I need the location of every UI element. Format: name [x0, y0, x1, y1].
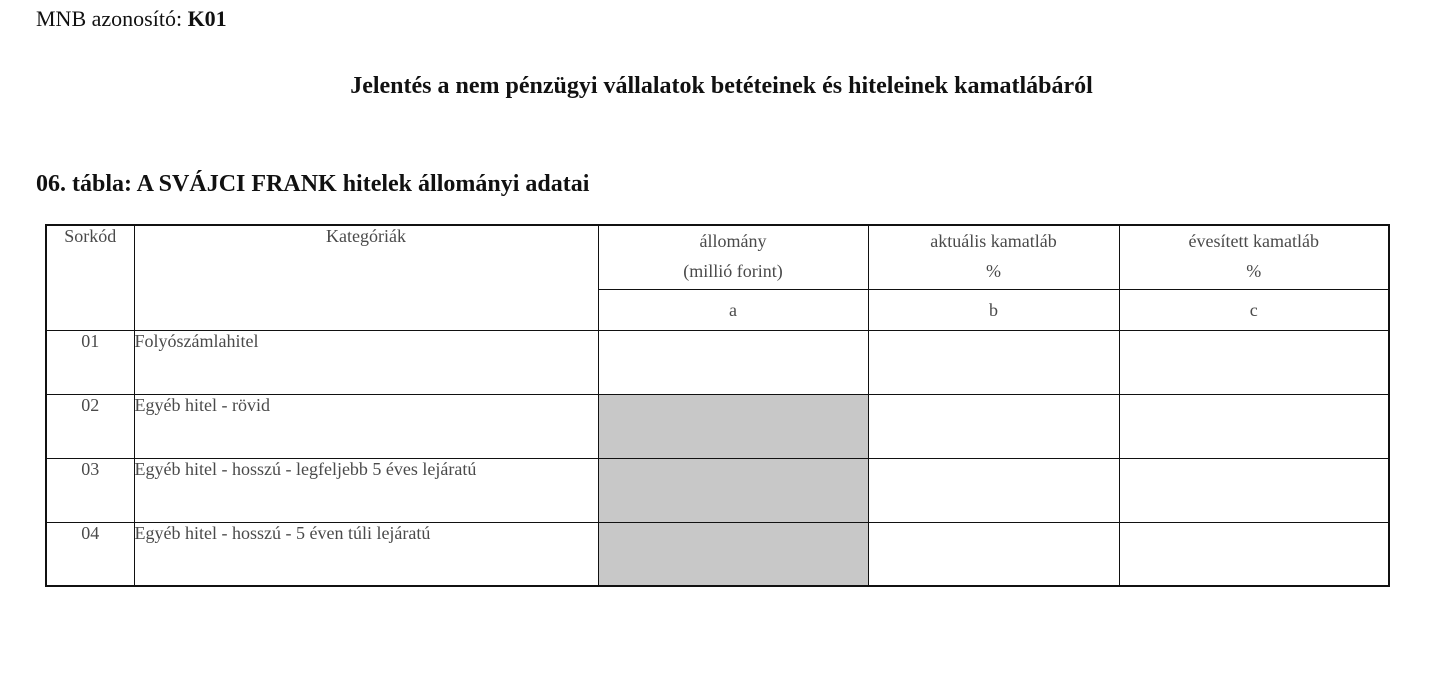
header-evesitett-kamatlab — [1119, 225, 1389, 289]
mnb-identifier — [36, 6, 227, 32]
row-category: Egyéb hitel - hosszú - legfeljebb 5 éves lejáratú — [134, 458, 598, 522]
table-row — [46, 522, 1389, 586]
header-sorkod: Sorkód — [46, 225, 134, 330]
cell-evesitett-kamatlab[interactable] — [1119, 330, 1389, 394]
cell-allomany-disabled — [598, 458, 868, 522]
table-row — [46, 394, 1389, 458]
header-aktualis-line2: % — [986, 261, 1001, 281]
header-evesitett-line2: % — [1246, 261, 1262, 281]
header-evesitett-line1: évesített kamatláb — [1188, 231, 1319, 251]
mnb-identifier-label: MNB azonosító: — [36, 6, 183, 31]
header-allomany — [598, 225, 868, 289]
loan-data-table — [45, 224, 1390, 587]
row-category: Folyószámlahitel — [134, 330, 598, 394]
row-code: 01 — [46, 330, 134, 394]
table-row — [46, 458, 1389, 522]
row-code: 04 — [46, 522, 134, 586]
cell-aktualis-kamatlab[interactable] — [868, 458, 1119, 522]
cell-evesitett-kamatlab[interactable] — [1119, 458, 1389, 522]
table-row — [46, 330, 1389, 394]
mnb-identifier-code: K01 — [187, 6, 227, 31]
report-title: Jelentés a nem pénzügyi vállalatok betéteinek és hiteleinek kamatlábáról — [350, 73, 1093, 99]
header-aktualis-kamatlab — [868, 225, 1119, 289]
header-allomany-line1: állomány — [699, 231, 767, 251]
column-letter-c: c — [1119, 289, 1389, 330]
cell-aktualis-kamatlab[interactable] — [868, 522, 1119, 586]
row-code: 02 — [46, 394, 134, 458]
cell-allomany[interactable] — [598, 330, 868, 394]
cell-evesitett-kamatlab[interactable] — [1119, 394, 1389, 458]
row-category: Egyéb hitel - hosszú - 5 éven túli lejáratú — [134, 522, 598, 586]
header-allomany-line2: (millió forint) — [683, 261, 783, 281]
column-letter-a: a — [598, 289, 868, 330]
table-title: 06. tábla: A SVÁJCI FRANK hitelek állományi adatai — [36, 171, 590, 197]
cell-allomany-disabled — [598, 394, 868, 458]
cell-aktualis-kamatlab[interactable] — [868, 394, 1119, 458]
header-categories: Kategóriák — [134, 225, 598, 330]
column-letter-b: b — [868, 289, 1119, 330]
cell-aktualis-kamatlab[interactable] — [868, 330, 1119, 394]
cell-allomany-disabled — [598, 522, 868, 586]
cell-evesitett-kamatlab[interactable] — [1119, 522, 1389, 586]
row-category: Egyéb hitel - rövid — [134, 394, 598, 458]
header-aktualis-line1: aktuális kamatláb — [930, 231, 1057, 251]
row-code: 03 — [46, 458, 134, 522]
